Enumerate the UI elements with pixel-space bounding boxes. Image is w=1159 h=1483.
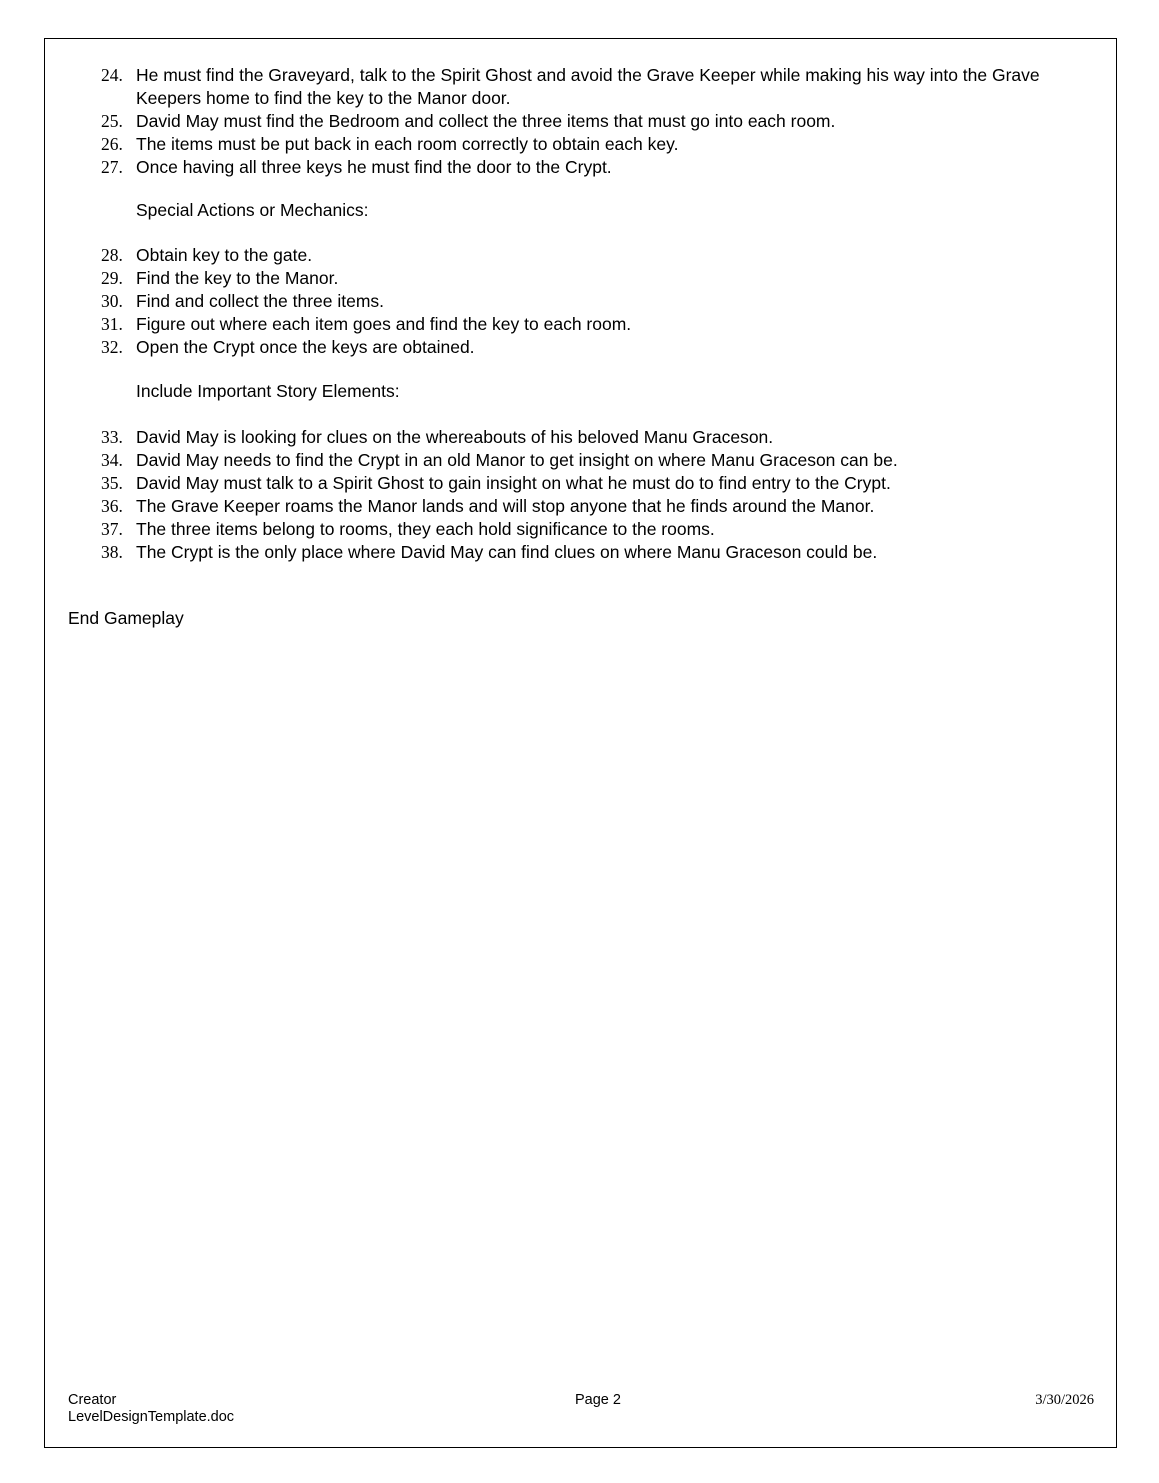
list-number: 36. (101, 496, 123, 516)
list-text: David May is looking for clues on the whereabouts of his beloved Manu Graceson. (136, 427, 774, 447)
list-item (45, 110, 1116, 133)
footer-left (68, 1392, 234, 1426)
document-page (44, 38, 1117, 1448)
list-text: Figure out where each item goes and find the key to each room. (136, 314, 632, 334)
list-number: 34. (101, 450, 123, 470)
list-number: 26. (101, 134, 123, 154)
list-item (45, 290, 1116, 313)
footer-author: Creator (68, 1392, 117, 1408)
list-item (45, 449, 1116, 472)
list-number: 25. (101, 111, 123, 131)
list-text: The Crypt is the only place where David May can find clues on where Manu Graceson could be. (136, 542, 878, 562)
list-item (45, 156, 1116, 179)
list-number: 29. (101, 268, 123, 288)
list-text: Once having all three keys he must find the door to the Crypt. (136, 157, 612, 177)
special-actions-list (45, 244, 1116, 359)
list-item (45, 267, 1116, 290)
list-number: 30. (101, 291, 123, 311)
list-item (45, 495, 1116, 518)
list-item (45, 244, 1116, 267)
list-number: 38. (101, 542, 123, 562)
list-text: David May must find the Bedroom and collect the three items that must go into each room. (136, 111, 836, 131)
footer-page-number: Page 2 (575, 1392, 621, 1408)
footer-date: 3/30/2026 (1035, 1392, 1094, 1408)
list-number: 27. (101, 157, 123, 177)
list-text: David May needs to find the Crypt in an old Manor to get insight on where Manu Graceson can be. (136, 450, 898, 470)
list-text: The Grave Keeper roams the Manor lands and will stop anyone that he finds around the Manor. (136, 496, 875, 516)
list-number: 31. (101, 314, 123, 334)
story-elements-heading: Include Important Story Elements: (136, 381, 400, 401)
list-item (45, 472, 1116, 495)
end-gameplay-label: End Gameplay (68, 608, 184, 628)
list-number: 35. (101, 473, 123, 493)
list-text: The items must be put back in each room correctly to obtain each key. (136, 134, 679, 154)
footer-filename: LevelDesignTemplate.doc (68, 1409, 235, 1425)
list-number: 28. (101, 245, 123, 265)
list-text: David May must talk to a Spirit Ghost to gain insight on what he must do to find entry to the Crypt. (136, 473, 891, 493)
special-actions-heading: Special Actions or Mechanics: (136, 200, 369, 220)
list-number: 33. (101, 427, 123, 447)
list-item (45, 64, 1116, 110)
list-item (45, 336, 1116, 359)
list-number: 32. (101, 337, 123, 357)
list-number: 24. (101, 65, 123, 85)
list-item (45, 313, 1116, 336)
list-text: Obtain key to the gate. (136, 245, 313, 265)
list-text: Find and collect the three items. (136, 291, 385, 311)
list-number: 37. (101, 519, 123, 539)
list-item (45, 133, 1116, 156)
list-item (45, 426, 1116, 449)
list-text: The three items belong to rooms, they each hold significance to the rooms. (136, 519, 715, 539)
list-text: He must find the Graveyard, talk to the Spirit Ghost and avoid the Grave Keeper while making his way into the Grave Keepers home to find the key to the Manor door. (136, 65, 1040, 108)
list-text: Open the Crypt once the keys are obtained. (136, 337, 475, 357)
story-elements-list (45, 426, 1116, 564)
gameplay-steps-list (45, 64, 1116, 179)
list-text: Find the key to the Manor. (136, 268, 339, 288)
list-item (45, 518, 1116, 541)
list-item (45, 541, 1116, 564)
